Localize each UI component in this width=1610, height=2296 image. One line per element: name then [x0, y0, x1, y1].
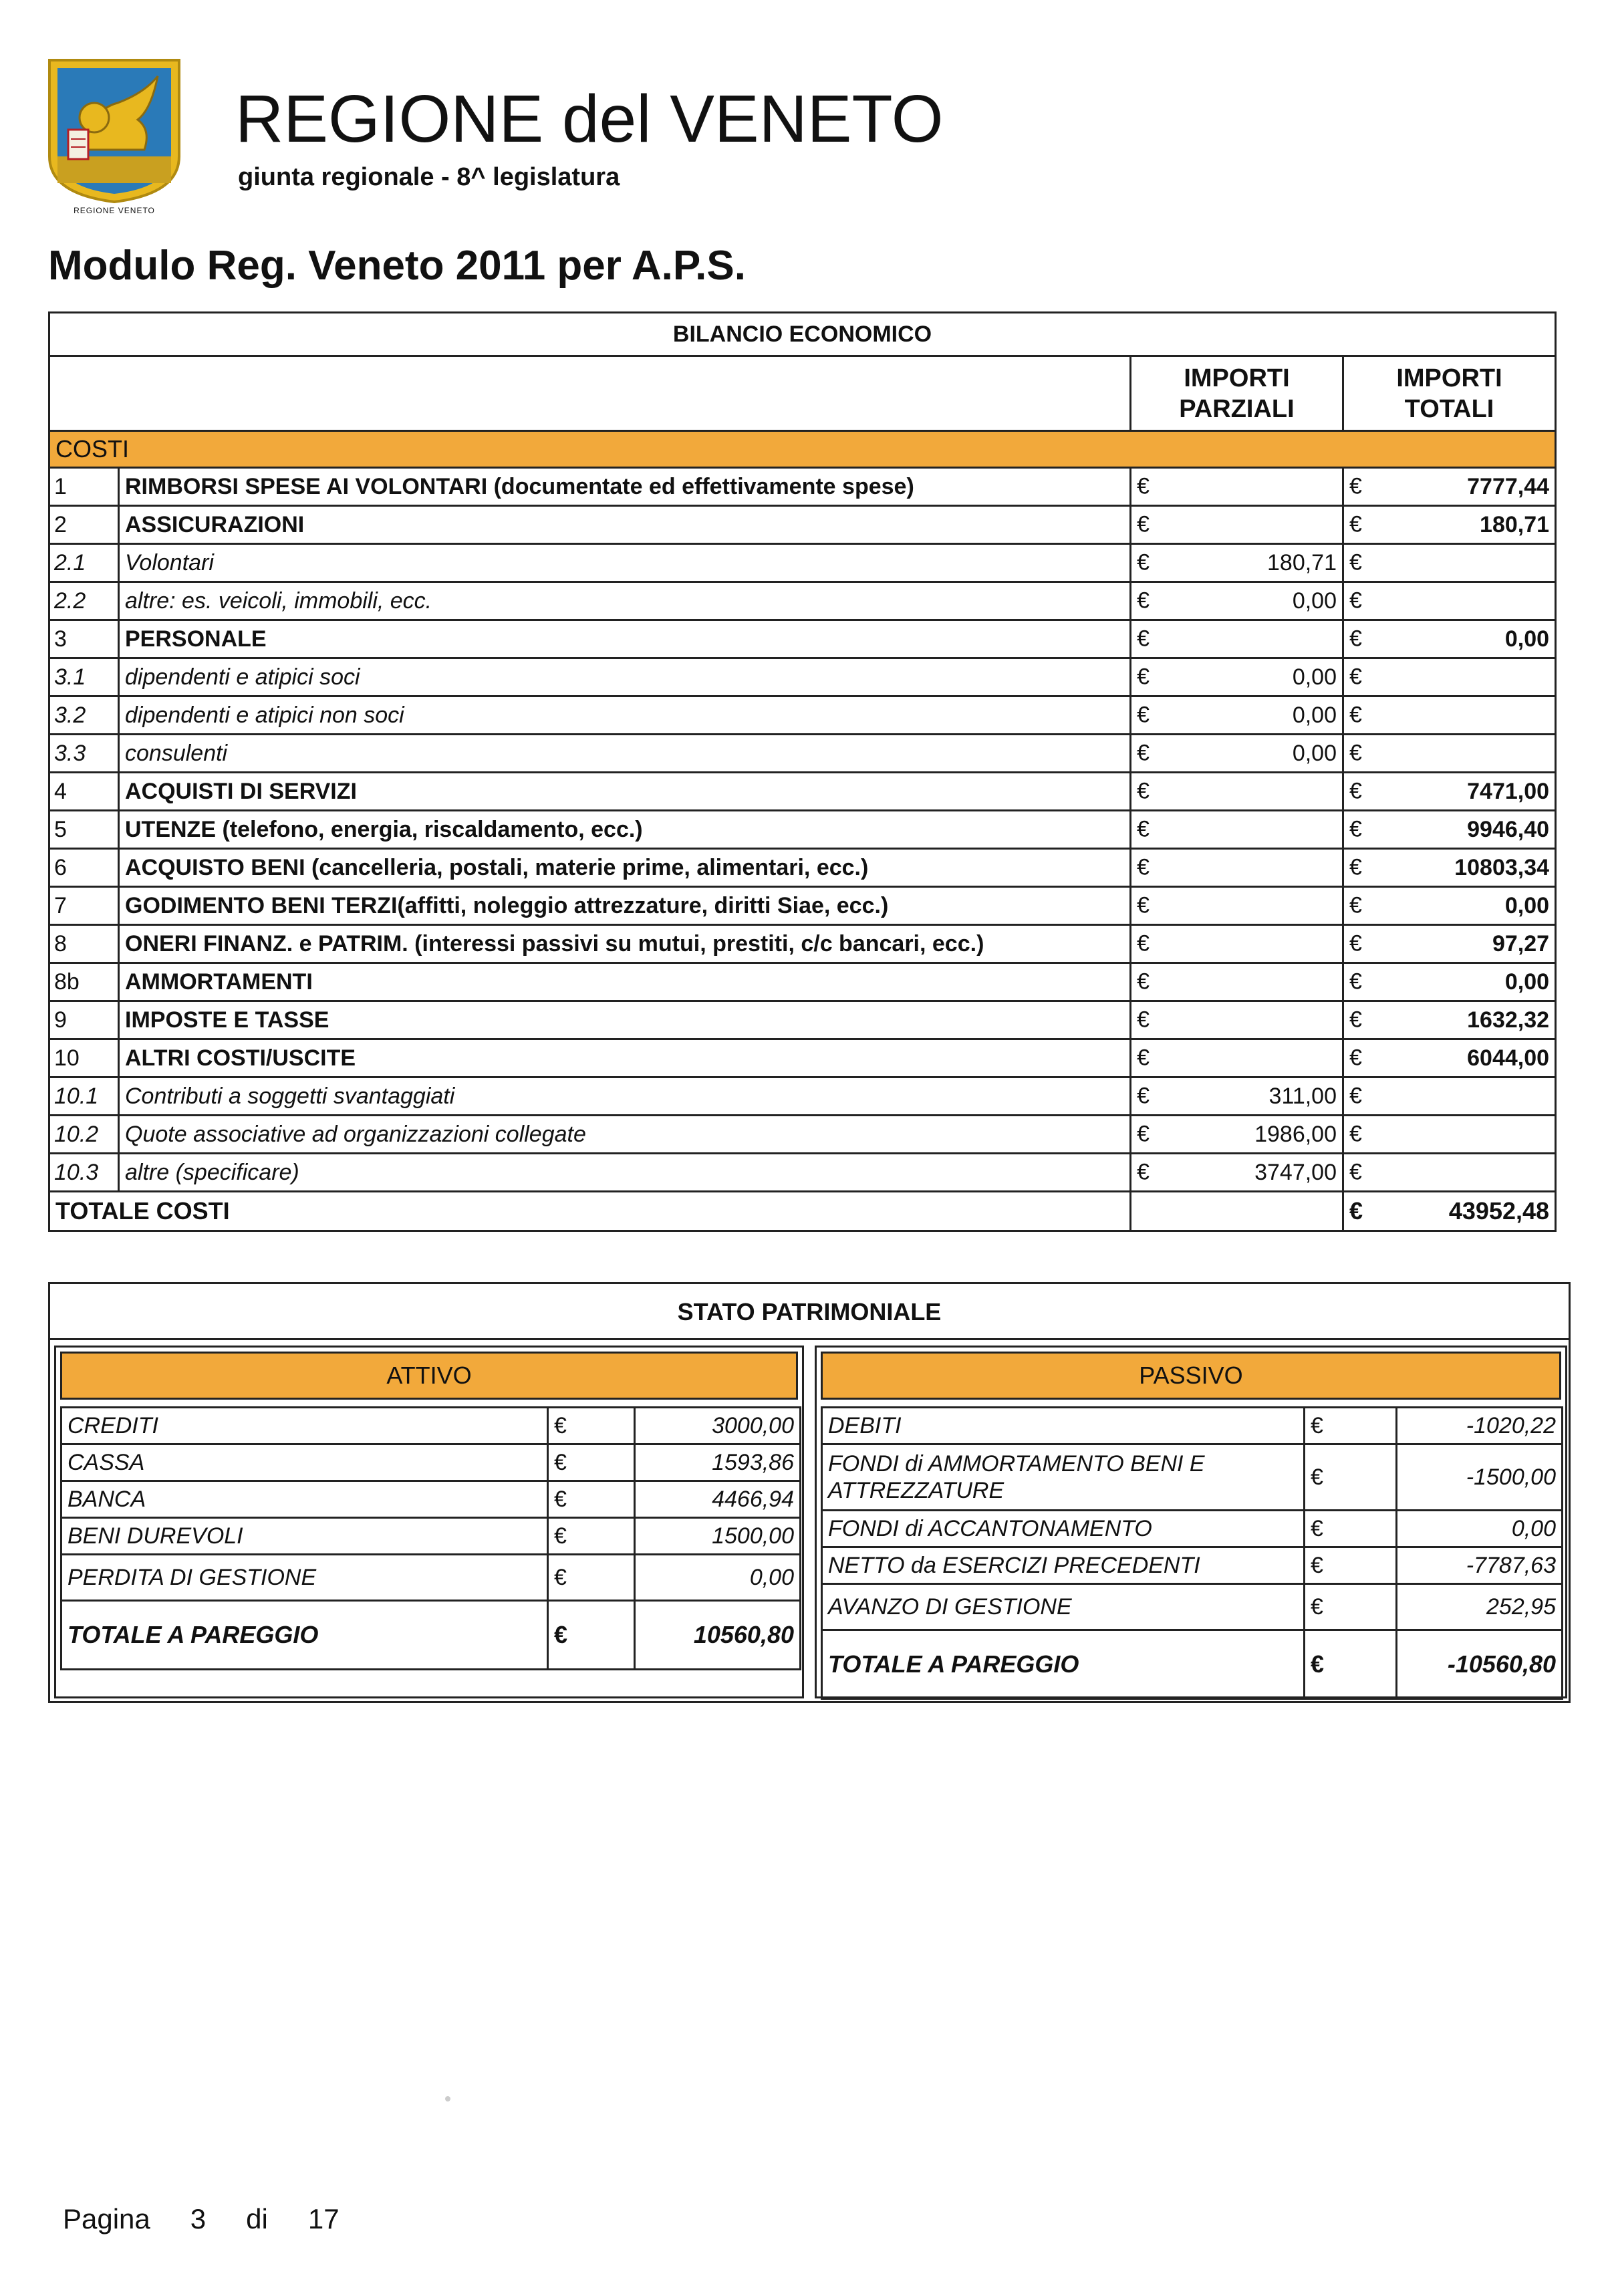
row-totale-value: 1632,32: [1467, 1007, 1550, 1033]
attivo-table: [60, 1406, 801, 1670]
passivo-value: -7787,63: [1397, 1547, 1563, 1584]
page-footer: [63, 2203, 380, 2235]
row-totale-cell: [1343, 658, 1556, 696]
row-number: 3.1: [49, 658, 119, 696]
row-parziale-cell: [1131, 925, 1343, 963]
row-parziale-value: 180,71: [1267, 549, 1337, 576]
currency-symbol: €: [1305, 1408, 1397, 1444]
attivo-value: 0,00: [635, 1555, 801, 1601]
cost-row: [49, 887, 1556, 925]
currency-symbol: €: [1349, 1197, 1363, 1225]
currency-symbol: €: [1137, 702, 1150, 728]
section-costi: COSTI: [49, 431, 1556, 468]
row-number: 10: [49, 1039, 119, 1077]
row-totale-value: 0,00: [1504, 626, 1550, 652]
currency-symbol: €: [1349, 1159, 1362, 1185]
cost-row: [49, 735, 1556, 773]
cost-row: [49, 582, 1556, 620]
currency-symbol: €: [1137, 511, 1150, 537]
currency-symbol: €: [1349, 1007, 1362, 1033]
currency-symbol: €: [1349, 740, 1362, 766]
row-number: 4: [49, 773, 119, 811]
cost-row: [49, 1116, 1556, 1154]
regione-veneto-logo: [44, 56, 184, 205]
row-parziale-cell: [1131, 506, 1343, 544]
attivo-rows: [61, 1408, 801, 1601]
totale-costi-parziale-blank: [1131, 1192, 1343, 1231]
attivo-label: PERDITA DI GESTIONE: [61, 1555, 548, 1601]
row-description: ACQUISTO BENI (cancelleria, postali, materie prime, alimentari, ecc.): [119, 849, 1131, 887]
passivo-label: DEBITI: [822, 1408, 1305, 1444]
row-parziale-cell: [1131, 1154, 1343, 1192]
row-description: ONERI FINANZ. e PATRIM. (interessi passivi su mutui, prestiti, c/c bancari, ecc.): [119, 925, 1131, 963]
passivo-header: PASSIVO: [821, 1352, 1561, 1400]
currency-symbol: €: [1349, 549, 1362, 576]
currency-symbol: €: [1349, 664, 1362, 690]
row-description: Contributi a soggetti svantaggiati: [119, 1077, 1131, 1116]
currency-symbol: €: [1137, 664, 1150, 690]
row-totale-value: 6044,00: [1467, 1045, 1550, 1071]
currency-symbol: €: [1137, 854, 1150, 880]
row-number: 2: [49, 506, 119, 544]
currency-symbol: €: [1137, 1007, 1150, 1033]
attivo-header: ATTIVO: [60, 1352, 798, 1400]
totale-costi-value: 43952,48: [1448, 1197, 1550, 1225]
row-number: 3: [49, 620, 119, 658]
attivo-row: [61, 1518, 801, 1555]
row-description: ASSICURAZIONI: [119, 506, 1131, 544]
row-totale-cell: [1343, 1039, 1556, 1077]
cost-row: [49, 1001, 1556, 1039]
col-importi-totali: IMPORTI TOTALI: [1343, 356, 1556, 431]
row-totale-cell: [1343, 468, 1556, 506]
row-number: 5: [49, 811, 119, 849]
passivo-label: AVANZO DI GESTIONE: [822, 1584, 1305, 1630]
passivo-rows: [822, 1408, 1563, 1630]
attivo-label: BENI DUREVOLI: [61, 1518, 548, 1555]
row-description: altre: es. veicoli, immobili, ecc.: [119, 582, 1131, 620]
logo-caption: REGIONE VENETO: [74, 206, 155, 215]
currency-symbol: €: [1305, 1547, 1397, 1584]
attivo-label: CASSA: [61, 1444, 548, 1481]
row-description: AMMORTAMENTI: [119, 963, 1131, 1001]
row-number: 1: [49, 468, 119, 506]
row-parziale-cell: [1131, 849, 1343, 887]
row-description: Volontari: [119, 544, 1131, 582]
passivo-value: 252,95: [1397, 1584, 1563, 1630]
currency-symbol: €: [1137, 549, 1150, 576]
currency-symbol: €: [1137, 930, 1150, 956]
currency-symbol: €: [1137, 1159, 1150, 1185]
stato-patrimoniale: [48, 1282, 1571, 1703]
row-parziale-cell: [1131, 544, 1343, 582]
currency-symbol: €: [548, 1408, 635, 1444]
row-totale-cell: [1343, 620, 1556, 658]
bilancio-economico-table: [48, 311, 1557, 1232]
page-number: 3: [190, 2203, 207, 2235]
document-title: Modulo Reg. Veneto 2011 per A.P.S.: [48, 243, 746, 289]
cost-row: [49, 773, 1556, 811]
cost-row: [49, 811, 1556, 849]
row-totale-value: 9946,40: [1467, 816, 1550, 842]
org-subtitle: giunta regionale - 8^ legislatura: [238, 163, 620, 191]
currency-symbol: €: [1305, 1444, 1397, 1511]
currency-symbol: €: [548, 1518, 635, 1555]
currency-symbol: €: [548, 1601, 635, 1670]
page-word: Pagina: [63, 2203, 150, 2235]
row-parziale-cell: [1131, 887, 1343, 925]
passivo-label: FONDI di AMMORTAMENTO BENI E ATTREZZATURE: [822, 1444, 1305, 1511]
passivo-row: [822, 1444, 1563, 1511]
currency-symbol: €: [1137, 473, 1150, 499]
page-total: 17: [307, 2203, 340, 2235]
passivo-table: [821, 1406, 1563, 1700]
row-totale-value: 97,27: [1492, 930, 1550, 956]
row-description: GODIMENTO BENI TERZI(affitti, noleggio attrezzature, diritti Siae, ecc.): [119, 887, 1131, 925]
attivo-value: 3000,00: [635, 1408, 801, 1444]
row-parziale-cell: [1131, 468, 1343, 506]
passivo-row: [822, 1547, 1563, 1584]
row-totale-value: 7471,00: [1467, 778, 1550, 804]
attivo-total-label: TOTALE A PAREGGIO: [61, 1601, 548, 1670]
attivo-section: [54, 1346, 804, 1698]
row-parziale-cell: [1131, 811, 1343, 849]
currency-symbol: €: [1137, 740, 1150, 766]
row-number: 9: [49, 1001, 119, 1039]
row-description: IMPOSTE E TASSE: [119, 1001, 1131, 1039]
row-parziale-value: 0,00: [1292, 702, 1337, 728]
cost-row: [49, 849, 1556, 887]
org-title: REGIONE del VENETO: [235, 82, 944, 156]
row-parziale-cell: [1131, 582, 1343, 620]
row-parziale-cell: [1131, 773, 1343, 811]
row-parziale-cell: [1131, 1039, 1343, 1077]
attivo-value: 1500,00: [635, 1518, 801, 1555]
currency-symbol: €: [1349, 626, 1362, 652]
row-number: 8: [49, 925, 119, 963]
row-totale-cell: [1343, 696, 1556, 735]
currency-symbol: €: [1137, 816, 1150, 842]
currency-symbol: €: [1137, 626, 1150, 652]
currency-symbol: €: [1349, 1083, 1362, 1109]
currency-symbol: €: [1137, 969, 1150, 995]
passivo-total-label: TOTALE A PAREGGIO: [822, 1630, 1305, 1699]
currency-symbol: €: [1349, 892, 1362, 918]
currency-symbol: €: [1349, 816, 1362, 842]
row-parziale-cell: [1131, 735, 1343, 773]
row-totale-cell: [1343, 1116, 1556, 1154]
row-totale-cell: [1343, 1001, 1556, 1039]
row-description: Quote associative ad organizzazioni collegate: [119, 1116, 1131, 1154]
row-totale-value: 180,71: [1480, 511, 1550, 537]
scan-speck: [445, 2096, 450, 2101]
currency-symbol: €: [1349, 1045, 1362, 1071]
cost-row: [49, 696, 1556, 735]
attivo-total-value: 10560,80: [635, 1601, 801, 1670]
row-totale-cell: [1343, 811, 1556, 849]
row-totale-value: 7777,44: [1467, 473, 1550, 499]
currency-symbol: €: [1349, 473, 1362, 499]
row-description: RIMBORSI SPESE AI VOLONTARI (documentate ed effettivamente spese): [119, 468, 1131, 506]
cost-row: [49, 1039, 1556, 1077]
row-number: 3.2: [49, 696, 119, 735]
row-totale-cell: [1343, 773, 1556, 811]
attivo-label: CREDITI: [61, 1408, 548, 1444]
row-totale-value: 0,00: [1504, 892, 1550, 918]
cost-row: [49, 1154, 1556, 1192]
cost-row: [49, 544, 1556, 582]
totale-costi-label: TOTALE COSTI: [49, 1192, 1131, 1231]
stato-title: STATO PATRIMONIALE: [50, 1284, 1569, 1340]
of-word: di: [246, 2203, 268, 2235]
row-number: 7: [49, 887, 119, 925]
currency-symbol: €: [1349, 511, 1362, 537]
row-description: consulenti: [119, 735, 1131, 773]
passivo-value: 0,00: [1397, 1511, 1563, 1547]
currency-symbol: €: [1349, 588, 1362, 614]
row-number: 6: [49, 849, 119, 887]
row-number: 10.2: [49, 1116, 119, 1154]
attivo-row: [61, 1481, 801, 1518]
passivo-row: [822, 1511, 1563, 1547]
currency-symbol: €: [1349, 1121, 1362, 1147]
row-parziale-value: 1986,00: [1254, 1121, 1337, 1147]
row-totale-value: 10803,34: [1454, 854, 1550, 880]
cost-row: [49, 468, 1556, 506]
row-totale-cell: [1343, 506, 1556, 544]
row-parziale-cell: [1131, 963, 1343, 1001]
row-totale-cell: [1343, 582, 1556, 620]
totale-costi-value-cell: [1343, 1192, 1556, 1231]
attivo-row: [61, 1555, 801, 1601]
row-totale-cell: [1343, 925, 1556, 963]
currency-symbol: €: [1305, 1630, 1397, 1699]
row-totale-value: 0,00: [1504, 969, 1550, 995]
row-parziale-value: 0,00: [1292, 740, 1337, 766]
row-totale-cell: [1343, 963, 1556, 1001]
passivo-label: NETTO da ESERCIZI PRECEDENTI: [822, 1547, 1305, 1584]
attivo-row: [61, 1444, 801, 1481]
currency-symbol: €: [1349, 778, 1362, 804]
attivo-value: 4466,94: [635, 1481, 801, 1518]
col-importi-parziali: IMPORTI PARZIALI: [1131, 356, 1343, 431]
bilancio-title: BILANCIO ECONOMICO: [49, 313, 1556, 356]
header-blank-cell: [49, 356, 1131, 431]
row-description: dipendenti e atipici soci: [119, 658, 1131, 696]
cost-row: [49, 620, 1556, 658]
row-description: ACQUISTI DI SERVIZI: [119, 773, 1131, 811]
currency-symbol: €: [1349, 854, 1362, 880]
currency-symbol: €: [1349, 702, 1362, 728]
row-parziale-cell: [1131, 1077, 1343, 1116]
row-number: 10.1: [49, 1077, 119, 1116]
currency-symbol: €: [1349, 930, 1362, 956]
row-description: dipendenti e atipici non soci: [119, 696, 1131, 735]
row-totale-cell: [1343, 849, 1556, 887]
passivo-row: [822, 1584, 1563, 1630]
currency-symbol: €: [1137, 892, 1150, 918]
winged-lion-icon: [44, 56, 184, 205]
row-parziale-value: 311,00: [1268, 1083, 1337, 1109]
cost-row: [49, 963, 1556, 1001]
attivo-value: 1593,86: [635, 1444, 801, 1481]
cost-row: [49, 1077, 1556, 1116]
passivo-section: [815, 1346, 1567, 1698]
passivo-row: [822, 1408, 1563, 1444]
currency-symbol: €: [1137, 1045, 1150, 1071]
currency-symbol: €: [1137, 778, 1150, 804]
row-parziale-cell: [1131, 620, 1343, 658]
row-parziale-value: 0,00: [1292, 588, 1337, 614]
row-totale-cell: [1343, 735, 1556, 773]
row-totale-cell: [1343, 1154, 1556, 1192]
row-number: 3.3: [49, 735, 119, 773]
row-parziale-cell: [1131, 1116, 1343, 1154]
row-number: 2.1: [49, 544, 119, 582]
row-description: UTENZE (telefono, energia, riscaldamento, ecc.): [119, 811, 1131, 849]
row-parziale-cell: [1131, 1001, 1343, 1039]
row-number: 10.3: [49, 1154, 119, 1192]
currency-symbol: €: [1305, 1584, 1397, 1630]
row-totale-cell: [1343, 887, 1556, 925]
row-parziale-cell: [1131, 696, 1343, 735]
row-number: 8b: [49, 963, 119, 1001]
attivo-row: [61, 1408, 801, 1444]
row-parziale-value: 0,00: [1292, 664, 1337, 690]
cost-row: [49, 506, 1556, 544]
row-totale-cell: [1343, 1077, 1556, 1116]
cost-row: [49, 658, 1556, 696]
currency-symbol: €: [548, 1481, 635, 1518]
currency-symbol: €: [1137, 1121, 1150, 1147]
row-totale-cell: [1343, 544, 1556, 582]
attivo-label: BANCA: [61, 1481, 548, 1518]
row-description: ALTRI COSTI/USCITE: [119, 1039, 1131, 1077]
currency-symbol: €: [548, 1555, 635, 1601]
currency-symbol: €: [1305, 1511, 1397, 1547]
row-description: PERSONALE: [119, 620, 1131, 658]
row-number: 2.2: [49, 582, 119, 620]
passivo-value: -1020,22: [1397, 1408, 1563, 1444]
row-parziale-cell: [1131, 658, 1343, 696]
passivo-label: FONDI di ACCANTONAMENTO: [822, 1511, 1305, 1547]
passivo-total-value: -10560,80: [1397, 1630, 1563, 1699]
currency-symbol: €: [1349, 969, 1362, 995]
currency-symbol: €: [1137, 1083, 1150, 1109]
cost-row: [49, 925, 1556, 963]
currency-symbol: €: [548, 1444, 635, 1481]
currency-symbol: €: [1137, 588, 1150, 614]
passivo-value: -1500,00: [1397, 1444, 1563, 1511]
cost-rows: [49, 468, 1556, 1192]
row-parziale-value: 3747,00: [1254, 1159, 1337, 1185]
row-description: altre (specificare): [119, 1154, 1131, 1192]
